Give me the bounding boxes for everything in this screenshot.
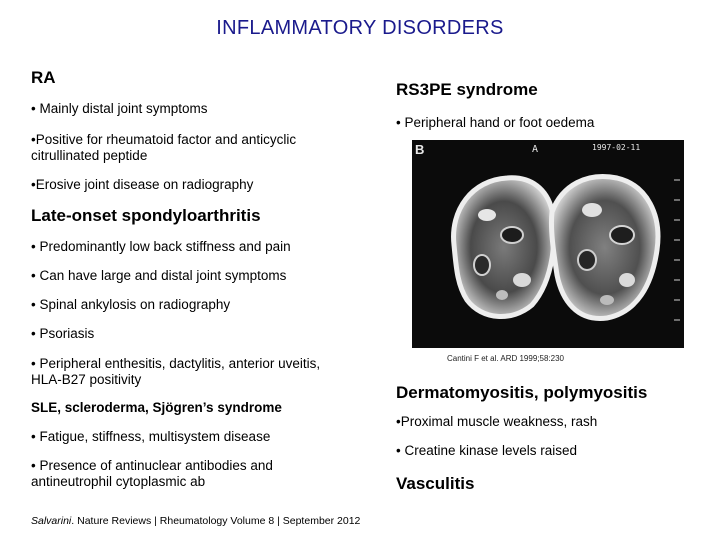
mri-date-label: 1997-02-11 [592, 143, 641, 152]
spondylo-item-5: • Peripheral enthesitis, dactylitis, anterior uveitis, HLA-B27 positivity [31, 356, 321, 387]
mri-view-label: A [532, 144, 539, 155]
ra-item-3: •Erosive joint disease on radiography [31, 177, 254, 192]
spondylo-item-3: • Spinal ankylosis on radiography [31, 297, 231, 312]
reference-author: Salvarini [31, 515, 72, 527]
vasculitis-heading: Vasculitis [396, 474, 475, 493]
mri-image [412, 140, 684, 348]
rs3pe-item-1: • Peripheral hand or foot oedema [396, 115, 595, 130]
ra-heading: RA [31, 68, 56, 87]
spondylo-heading: Late-onset spondyloarthritis [31, 206, 261, 225]
sle-item-2: • Presence of antinuclear antibodies and antineutrophil cytoplasmic ab [31, 458, 273, 489]
spondylo-item-4: • Psoriasis [31, 326, 95, 341]
dermato-item-2: • Creatine kinase levels raised [396, 443, 578, 458]
sle-heading: SLE, scleroderma, Sjögren’s syndrome [31, 400, 282, 415]
ra-item-2: •Positive for rheumatoid factor and anticyclic citrullinated peptide [31, 132, 297, 163]
mri-scan-graphic [412, 140, 684, 348]
dermato-heading: Dermatomyositis, polymyositis [396, 383, 648, 402]
sle-item-1: • Fatigue, stiffness, multisystem disease [31, 429, 271, 444]
spondylo-item-2: • Can have large and distal joint symptoms [31, 268, 287, 283]
ra-item-1: • Mainly distal joint symptoms [31, 101, 208, 116]
mri-panel-label: B [415, 142, 425, 157]
spondylo-item-1: • Predominantly low back stiffness and pain [31, 239, 291, 254]
image-caption: Cantini F et al. ARD 1999;58:230 [447, 354, 564, 363]
reference-citation [31, 515, 360, 527]
dermato-item-1: •Proximal muscle weakness, rash [396, 414, 598, 429]
rs3pe-heading: RS3PE syndrome [396, 80, 538, 99]
reference-details: . Nature Reviews | Rheumatology Volume 8 | September 2012 [71, 515, 361, 527]
slide-title: INFLAMMATORY DISORDERS [216, 17, 504, 39]
